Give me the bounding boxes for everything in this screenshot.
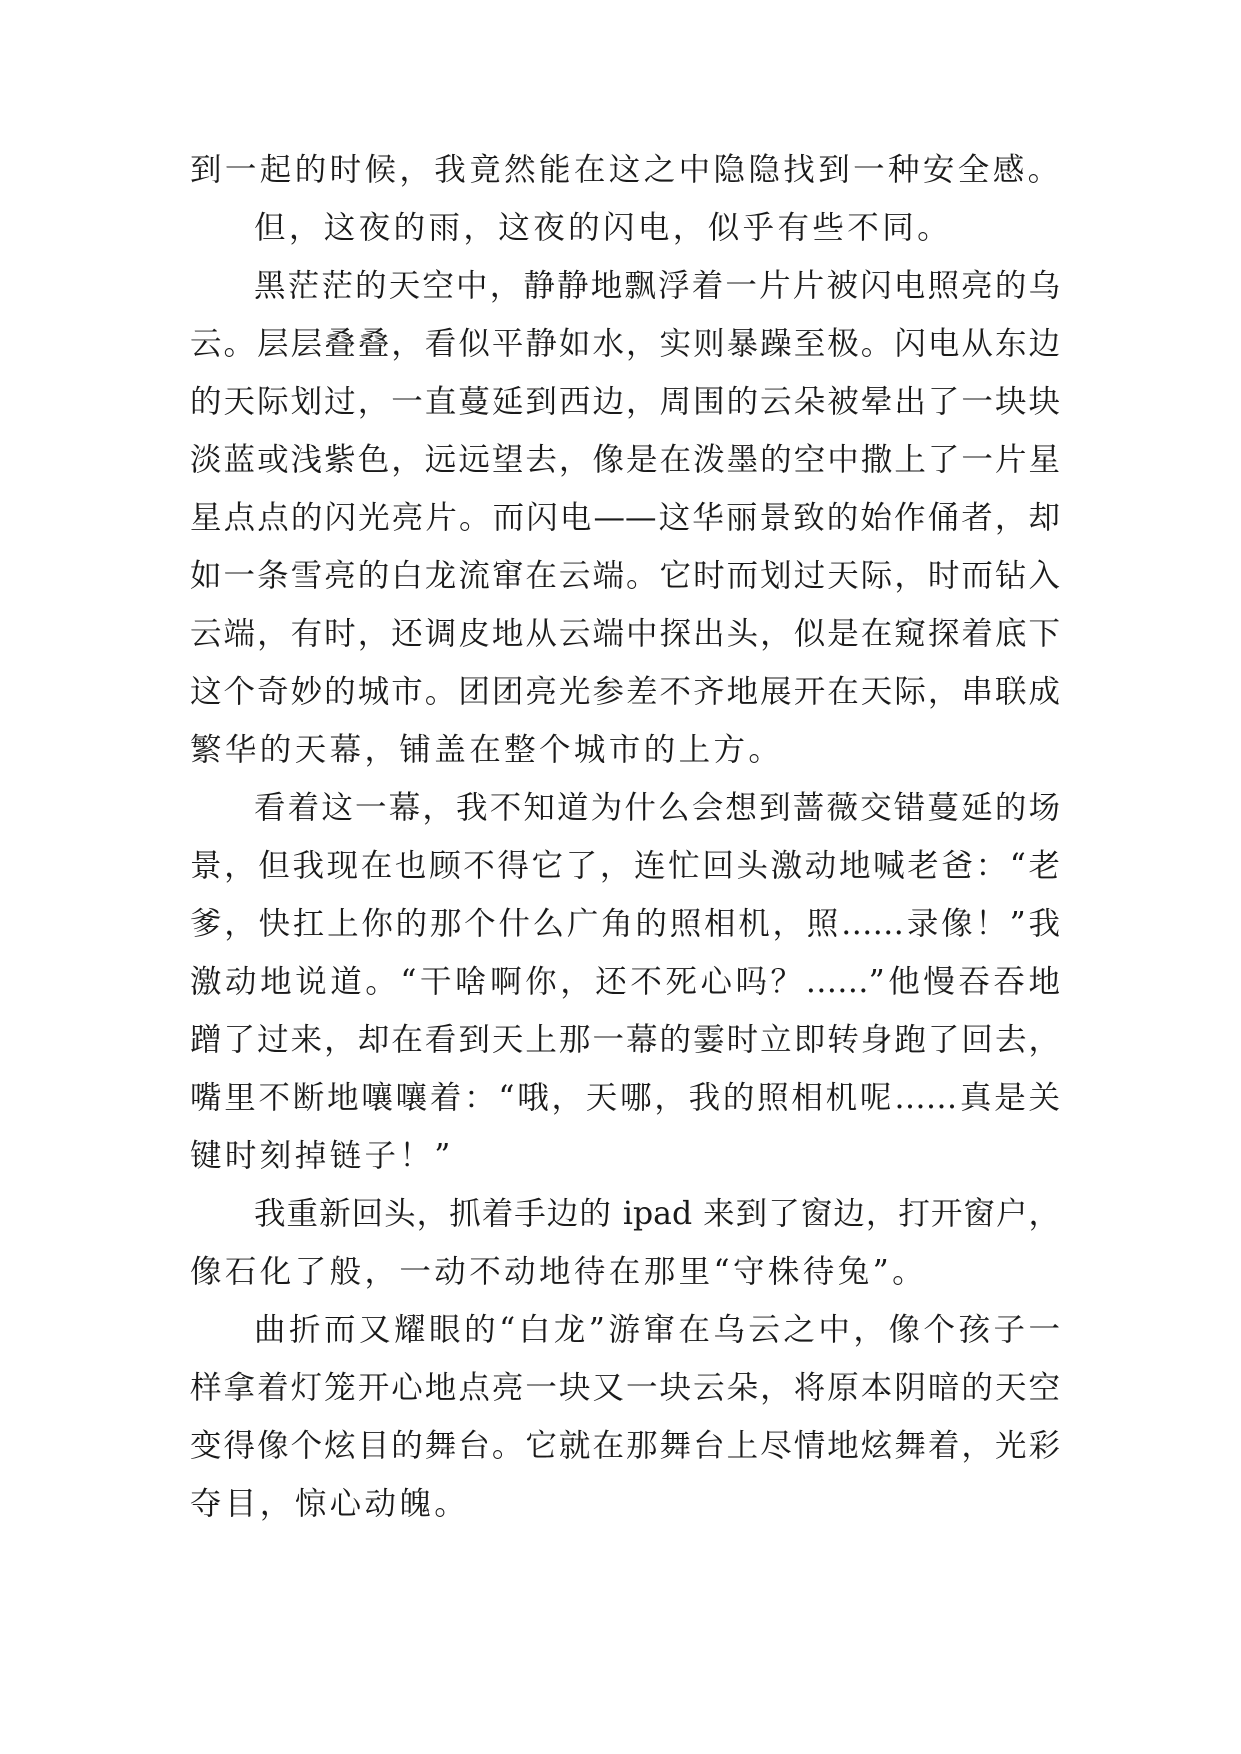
text-line: 激动地说道。“干啥啊你，还不死心吗？……”他慢吞吞地 [190,964,1060,1000]
paragraph-line: 看着这一幕，我不知道为什么会想到蔷薇交错蔓延的场 [254,790,1060,826]
paragraph-line: 但，这夜的雨，这夜的闪电，似乎有些不同。 [254,210,953,246]
text-line: 星点点的闪光亮片。而闪电——这华丽景致的始作俑者，却 [190,500,1060,536]
text-line: 如一条雪亮的白龙流窜在云端。它时而划过天际，时而钻入 [190,558,1060,594]
text-line: 像石化了般，一动不动地待在那里“守株待兔”。 [190,1254,928,1290]
text-line: 淡蓝或浅紫色，远远望去，像是在泼墨的空中撒上了一片星 [190,442,1060,478]
text-line: 爹，快扛上你的那个什么广角的照相机，照……录像！”我 [190,906,1060,942]
text-line: 夺目，惊心动魄。 [190,1486,470,1522]
text-line: 到一起的时候，我竟然能在这之中隐隐找到一种安全感。 [190,152,1063,188]
text-line: 景，但我现在也顾不得它了，连忙回头激动地喊老爸：“老 [190,848,1060,884]
text-line: 这个奇妙的城市。团团亮光参差不齐地展开在天际，串联成 [190,674,1060,710]
paragraph-line: 我重新回头，抓着手边的 ipad 来到了窗边，打开窗户， [254,1196,1060,1232]
text-line: 样拿着灯笼开心地点亮一块又一块云朵，将原本阴暗的天空 [190,1370,1060,1406]
text-line: 键时刻掉链子！” [190,1138,454,1174]
text-line: 云。层层叠叠，看似平静如水，实则暴躁至极。闪电从东边 [190,326,1060,362]
text-line: 繁华的天幕，铺盖在整个城市的上方。 [190,732,784,768]
paragraph-line: 黑茫茫的天空中，静静地飘浮着一片片被闪电照亮的乌 [254,268,1060,304]
text-line: 蹭了过来，却在看到天上那一幕的霎时立即转身跑了回去， [190,1022,1060,1058]
text-line: 变得像个炫目的舞台。它就在那舞台上尽情地炫舞着，光彩 [190,1428,1060,1464]
text-line: 的天际划过，一直蔓延到西边，周围的云朵被晕出了一块块 [190,384,1060,420]
text-line: 云端，有时，还调皮地从云端中探出头，似是在窥探着底下 [190,616,1060,652]
text-line: 嘴里不断地嚷嚷着：“哦，天哪，我的照相机呢……真是关 [190,1080,1060,1116]
paragraph-line: 曲折而又耀眼的“白龙”游窜在乌云之中，像个孩子一 [254,1312,1060,1348]
